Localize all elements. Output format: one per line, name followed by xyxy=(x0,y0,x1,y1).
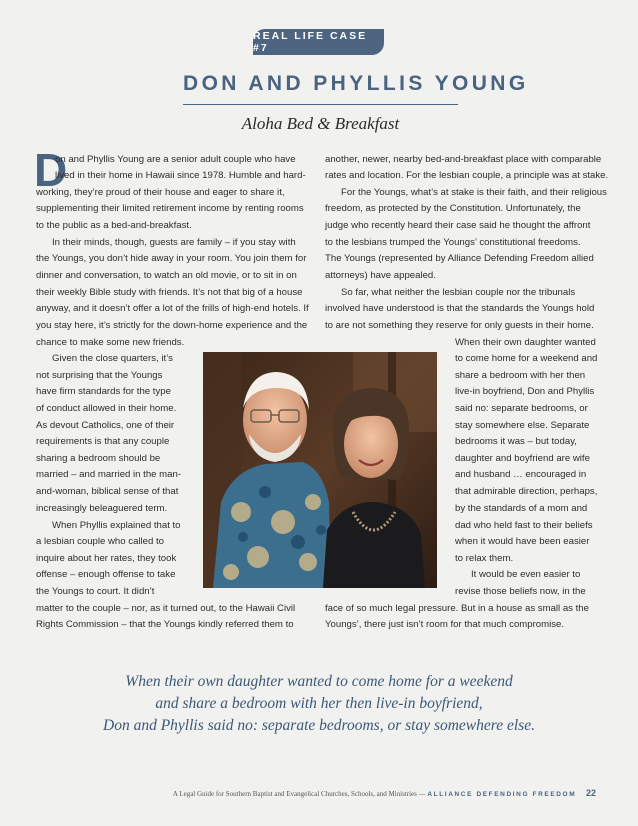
right-column-line: involved have understood is that the standards the Youngs hold xyxy=(325,303,595,314)
footer-guide-title: A Legal Guide for Southern Baptist and Evangelical Churches, Schools, and Ministries — xyxy=(172,790,426,798)
left-column-line: on and Phyllis Young are a senior adult couple who have xyxy=(55,154,296,165)
right-column-line: It would be even easier to xyxy=(471,569,581,580)
pull-quote-line: Don and Phyllis said no: separate bedrooms, or stay somewhere else. xyxy=(103,717,535,734)
left-column-line: their weekly Bible study with friends. It’s not that big of a house xyxy=(36,287,303,298)
case-tag xyxy=(253,29,384,55)
right-column-line: face of so much legal pressure. But in a house as small as the xyxy=(325,603,589,614)
left-column-line: of conduct allowed in their home. xyxy=(36,403,177,414)
case-tag-label: REAL LIFE CASE #7 xyxy=(253,30,368,54)
pull-quote-line: and share a bedroom with her then live-in boyfriend, xyxy=(155,695,483,712)
page-number: 22 xyxy=(585,788,596,798)
right-column-line: So far, what neither the lesbian couple nor the tribunals xyxy=(341,287,576,298)
left-column-line: Given the close quarters, it’s xyxy=(52,353,173,364)
left-column-line: a lesbian couple who called to xyxy=(36,536,165,547)
left-column-line: to the public as a bed-and-breakfast. xyxy=(36,220,192,231)
right-column-line: said no: separate bedrooms, or xyxy=(455,403,588,414)
page-subtitle: Aloha Bed & Breakfast xyxy=(241,114,400,133)
left-column-line: working, they’re proud of their house and eager to share it, xyxy=(36,187,285,198)
right-column-line: daughter and boyfriend are wife xyxy=(455,453,590,464)
left-column-line: have firm standards for the type xyxy=(36,386,171,397)
left-column-line: supplementing their limited retirement income by renting rooms xyxy=(36,203,304,214)
right-column-line: live-in boyfriend, Don and Phyllis xyxy=(455,386,595,397)
couple-photo-illustration xyxy=(203,352,437,588)
left-column-line: offense – enough offense to take xyxy=(36,569,176,580)
left-column-line: inquire about her rates, they took xyxy=(36,553,177,564)
left-column-line: not surprising that the Youngs xyxy=(36,370,163,381)
right-column-line: to the lesbians trumped the Youngs’ constitutional freedoms. xyxy=(325,237,581,248)
left-column-line: sharing a bedroom should be xyxy=(36,453,161,464)
right-column-line: stay somewhere else. Separate xyxy=(455,420,590,431)
left-column-line: dinner and conversation, to watch an old movie, or to sit in on xyxy=(36,270,297,281)
right-column-line: dad who held fast to their beliefs xyxy=(455,520,593,531)
right-column-line: revise those beliefs now, in the xyxy=(455,586,586,597)
left-column-line: the Youngs to court. It didn’t xyxy=(36,586,155,597)
right-column-line: and husband … encouraged in xyxy=(455,469,587,480)
left-column-line: requirements is that any couple xyxy=(36,436,170,447)
pull-quote-line: When their own daughter wanted to come home for a weekend xyxy=(125,673,513,690)
left-column-line: and-woman, biblical sense of that xyxy=(36,486,179,497)
right-column-line: when it would have been easier xyxy=(455,536,590,547)
couple-photo xyxy=(203,352,437,588)
right-column-line: attorneys) have appealed. xyxy=(325,270,436,281)
right-column-line: For the Youngs, what’s at stake is their faith, and their religious xyxy=(341,187,607,198)
right-column-line: another, newer, nearby bed-and-breakfast place with comparable xyxy=(325,154,602,165)
right-column-line: bedrooms it was – but today, xyxy=(455,436,577,447)
right-column-line: judge who recently heard their case said he thought the affront xyxy=(325,220,591,231)
left-column-line: matter to the couple – nor, as it turned out, to the Hawaii Civil xyxy=(36,603,296,614)
left-column-line: chance to make some new friends. xyxy=(36,337,185,348)
right-column-line: When their own daughter wanted xyxy=(455,337,596,348)
right-column-line: The Youngs (represented by Alliance Defending Freedom allied xyxy=(325,253,594,264)
left-column-line: When Phyllis explained that to xyxy=(52,520,181,531)
right-column-line: that admirable direction, perhaps, xyxy=(455,486,598,497)
left-column-line: In their minds, though, guests are family – if you stay with xyxy=(52,237,296,248)
right-column-line: Youngs’, there just isn’t room for that much compromise. xyxy=(325,619,565,630)
left-column-line: the Youngs, you don’t hide away in your room. You join them for xyxy=(36,253,307,264)
right-column-line: share a bedroom with her then xyxy=(455,370,586,381)
right-column-line: to relax them. xyxy=(455,553,514,564)
right-column-line: by the standards of a mom and xyxy=(455,503,588,514)
right-column-line: rates and location. For the lesbian couple, a principle was at stake. xyxy=(325,170,609,181)
right-column-line: to come home for a weekend and xyxy=(455,353,598,364)
left-column-line: increasingly beleaguered term. xyxy=(36,503,168,514)
footer-organization: ALLIANCE DEFENDING FREEDOM xyxy=(427,791,577,798)
left-column-line: lived in their home in Hawaii since 1978. Humble and hard- xyxy=(55,170,306,181)
right-column-line: to are not something they reserve for only guests in their home. xyxy=(325,320,594,331)
left-column-line: married – and married in the man- xyxy=(36,469,182,480)
left-column-line: anyway, and it doesn’t offer a lot of the frills of high-end hotels. If xyxy=(36,303,309,314)
drop-cap: D xyxy=(34,144,68,196)
right-column-line: freedom, as protected by the Constitution. Unfortunately, the xyxy=(325,203,581,214)
page-footer xyxy=(173,788,596,798)
page-title: DON AND PHYLLIS YOUNG xyxy=(183,72,529,95)
left-column-line: Rights Commission – that the Youngs kindly referred them to xyxy=(36,619,294,630)
title-divider xyxy=(183,104,458,105)
left-column-line: you stay here, it’s strictly for the down-home experience and the xyxy=(36,320,308,331)
left-column-line: As devout Catholics, one of their xyxy=(36,420,175,431)
